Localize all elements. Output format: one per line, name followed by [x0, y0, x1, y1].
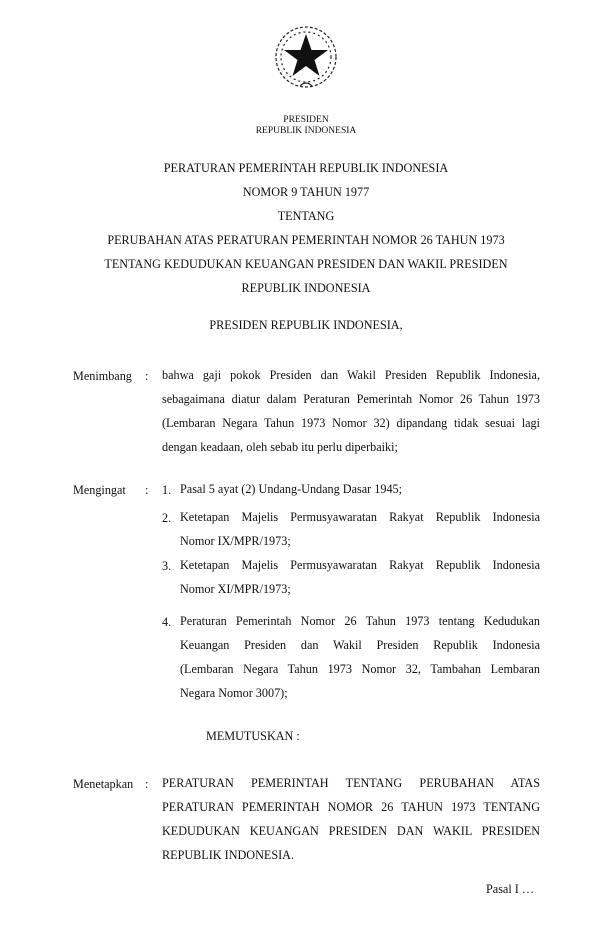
text-line: (Lembaran Negara Tahun 1973 Nomor 32) dipandang tidak sesuai lagi [162, 416, 540, 430]
title-line: NOMOR 9 TAHUN 1977 [242, 185, 370, 199]
item-number: 1. [162, 483, 172, 497]
item-number: 2. [162, 511, 172, 525]
menetapkan-colon: : [145, 777, 149, 791]
text-line: Ketetapan Majelis Permusyawaratan Rakyat Republik Indonesia [180, 510, 540, 524]
menimbang-text [162, 363, 540, 459]
mengingat-label: Mengingat [73, 483, 126, 497]
text-line: Negara Nomor 3007); [180, 686, 288, 700]
title-line: PERATURAN PEMERINTAH REPUBLIK INDONESIA [163, 161, 449, 175]
text-line: Nomor IX/MPR/1973; [180, 534, 291, 548]
text-line: sebagaimana diatur dalam Peraturan Pemerintah Nomor 26 Tahun 1973 [162, 392, 540, 406]
title-line: REPUBLIK INDONESIA [241, 281, 371, 295]
text-line: Nomor XI/MPR/1973; [180, 582, 291, 596]
mengingat-item [180, 553, 540, 601]
emblem-icon [268, 20, 344, 100]
document-title [0, 156, 612, 300]
item-number: 3. [162, 559, 172, 573]
header-line-1: PRESIDEN [283, 115, 329, 125]
mengingat-item [180, 505, 540, 553]
text-line: Pasal 5 ayat (2) Undang-Undang Dasar 1945; [180, 482, 403, 496]
title-line: PERUBAHAN ATAS PERATURAN PEMERINTAH NOMOR 26 TAHUN 1973 [107, 233, 505, 247]
menetapkan-label: Menetapkan [73, 777, 134, 791]
text-line: REPUBLIK INDONESIA. [162, 848, 295, 862]
item-number: 4. [162, 615, 172, 629]
text-line: Peraturan Pemerintah Nomor 26 Tahun 1973 tentang Kedudukan [180, 614, 540, 628]
title-line: TENTANG KEDUDUKAN KEUANGAN PRESIDEN DAN WAKIL PRESIDEN [104, 257, 508, 271]
text-line: bahwa gaji pokok Presiden dan Wakil Presiden Republik Indonesia, [162, 368, 540, 382]
menetapkan-text [162, 771, 540, 867]
memutuskan-heading: MEMUTUSKAN : [206, 729, 300, 743]
text-line: KEDUDUKAN KEUANGAN PRESIDEN DAN WAKIL PRESIDEN [162, 824, 540, 838]
header-line-2: REPUBLIK INDONESIA [255, 126, 357, 136]
text-line: PERATURAN PEMERINTAH NOMOR 26 TAHUN 1973 TENTANG [162, 800, 540, 814]
text-line: (Lembaran Negara Tahun 1973 Nomor 32, Tambahan Lembaran [180, 662, 540, 676]
text-line: Ketetapan Majelis Permusyawaratan Rakyat Republik Indonesia [180, 558, 540, 572]
mengingat-item [180, 477, 540, 501]
text-line: Keuangan Presiden dan Wakil Presiden Republik Indonesia [180, 638, 540, 652]
mengingat-item [180, 609, 540, 705]
menimbang-colon: : [145, 369, 149, 383]
next-page-marker: Pasal I … [486, 882, 535, 896]
title-line: TENTANG [277, 209, 335, 223]
text-line: dengan keadaan, oleh sebab itu perlu diperbaiki; [162, 440, 398, 454]
text-line: PERATURAN PEMERINTAH TENTANG PERUBAHAN ATAS [162, 776, 540, 790]
menimbang-label: Menimbang [73, 369, 132, 383]
issuer: PRESIDEN REPUBLIK INDONESIA, [209, 318, 403, 332]
mengingat-colon: : [145, 483, 149, 497]
